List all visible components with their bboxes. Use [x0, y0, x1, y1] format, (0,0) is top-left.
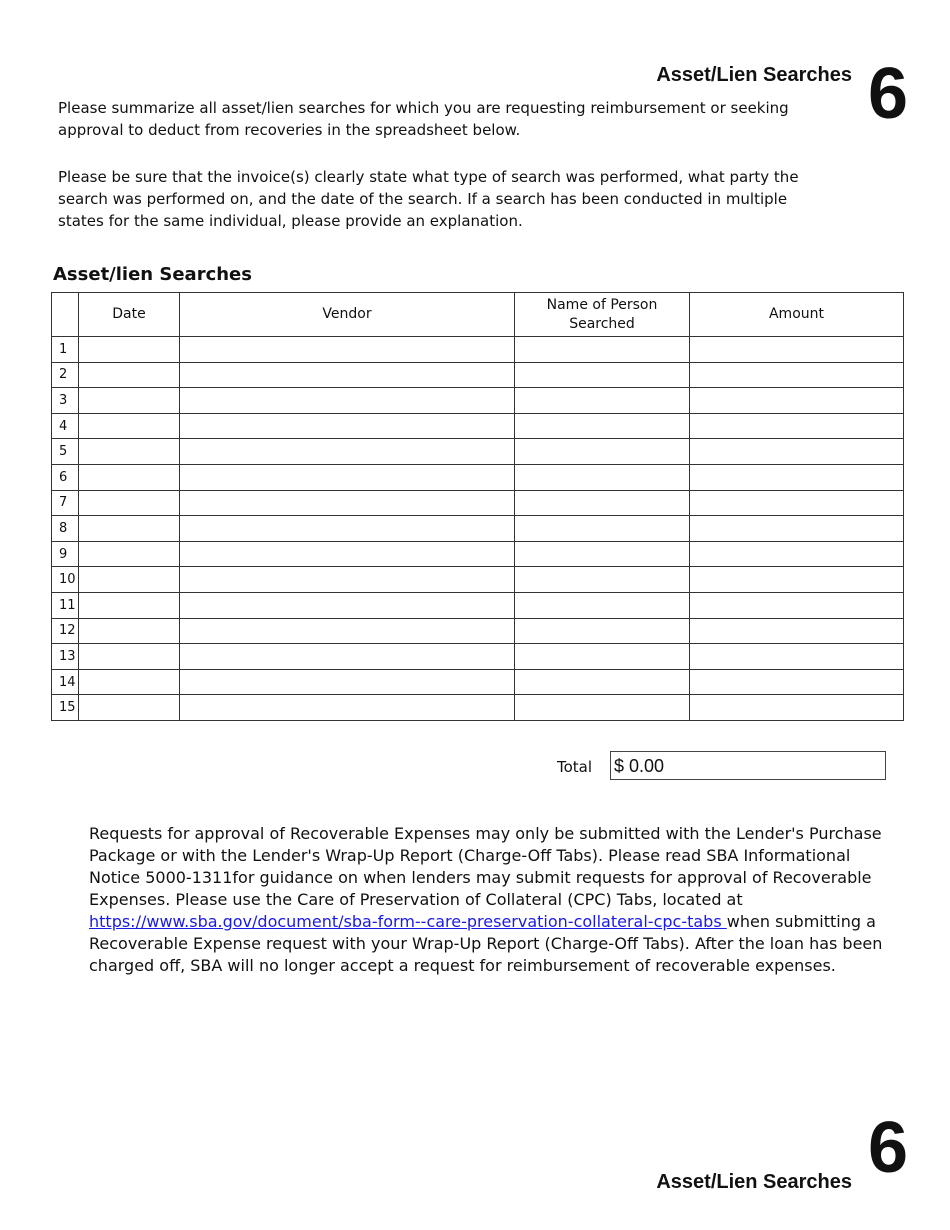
name-of-person-cell[interactable]	[515, 439, 690, 465]
date-cell[interactable]	[79, 464, 180, 490]
row-number: 1	[52, 337, 79, 363]
amount-cell[interactable]	[690, 362, 904, 388]
vendor-cell[interactable]	[180, 618, 515, 644]
amount-cell[interactable]	[690, 695, 904, 721]
row-number: 4	[52, 413, 79, 439]
total-field[interactable]: $ 0.00	[610, 751, 886, 780]
amount-cell[interactable]	[690, 490, 904, 516]
vendor-cell[interactable]	[180, 413, 515, 439]
vendor-cell[interactable]	[180, 337, 515, 363]
table-row	[52, 567, 904, 593]
row-number: 13	[52, 644, 79, 670]
vendor-cell[interactable]	[180, 567, 515, 593]
amount-cell[interactable]	[690, 388, 904, 414]
table-row	[52, 618, 904, 644]
table-row	[52, 413, 904, 439]
amount-cell[interactable]	[690, 541, 904, 567]
row-number: 9	[52, 541, 79, 567]
vendor-cell[interactable]	[180, 362, 515, 388]
date-cell[interactable]	[79, 362, 180, 388]
page-footer-title: Asset/Lien Searches	[656, 1171, 852, 1193]
name-of-person-cell[interactable]	[515, 464, 690, 490]
intro-paragraph-2: Please be sure that the invoice(s) clearly state what type of search was performed, what party the search was performed on, and the date of the search. If a search has been conducted in multiple states for the same individual, please provide an explanation.	[58, 168, 799, 230]
name-of-person-cell[interactable]	[515, 388, 690, 414]
table-row	[52, 337, 904, 363]
amount-cell[interactable]	[690, 516, 904, 542]
row-number: 15	[52, 695, 79, 721]
row-number: 11	[52, 592, 79, 618]
intro-paragraph-1: Please summarize all asset/lien searches for which you are requesting reimbursement or seeking approval to deduct from recoveries in the spreadsheet below.	[58, 99, 789, 139]
row-number: 2	[52, 362, 79, 388]
amount-cell[interactable]	[690, 439, 904, 465]
vendor-cell[interactable]	[180, 464, 515, 490]
row-number: 12	[52, 618, 79, 644]
name-of-person-cell[interactable]	[515, 337, 690, 363]
vendor-cell[interactable]	[180, 669, 515, 695]
date-cell[interactable]	[79, 439, 180, 465]
date-cell[interactable]	[79, 388, 180, 414]
date-cell[interactable]	[79, 644, 180, 670]
column-header-name-of-person-searched: Name of Person Searched	[515, 293, 690, 337]
table-row	[52, 490, 904, 516]
column-header-vendor: Vendor	[180, 293, 515, 337]
name-of-person-cell[interactable]	[515, 541, 690, 567]
table-row	[52, 362, 904, 388]
table-heading: Asset/lien Searches	[53, 264, 252, 285]
page-header-number: 6	[867, 54, 908, 134]
table-row	[52, 541, 904, 567]
amount-cell[interactable]	[690, 669, 904, 695]
vendor-cell[interactable]	[180, 388, 515, 414]
date-cell[interactable]	[79, 618, 180, 644]
date-cell[interactable]	[79, 541, 180, 567]
table-row	[52, 388, 904, 414]
cpc-tabs-link[interactable]: https://www.sba.gov/document/sba-form--care-preservation-collateral-cpc-tabs	[89, 912, 727, 931]
amount-cell[interactable]	[690, 337, 904, 363]
row-number: 6	[52, 464, 79, 490]
note-text-after-link: when submitting a Recoverable Expense request with your Wrap-Up Report (Charge-Off Tabs). After the loan has been charged off, SBA will no longer accept a request for reimbursement of recoverable expenses.	[89, 912, 883, 975]
vendor-cell[interactable]	[180, 516, 515, 542]
table-row	[52, 464, 904, 490]
date-cell[interactable]	[79, 695, 180, 721]
vendor-cell[interactable]	[180, 644, 515, 670]
name-of-person-cell[interactable]	[515, 618, 690, 644]
date-cell[interactable]	[79, 337, 180, 363]
name-of-person-cell[interactable]	[515, 516, 690, 542]
vendor-cell[interactable]	[180, 439, 515, 465]
amount-cell[interactable]	[690, 567, 904, 593]
table-row	[52, 439, 904, 465]
table-header-row	[52, 293, 904, 337]
page-header-title: Asset/Lien Searches	[656, 64, 852, 86]
name-of-person-cell[interactable]	[515, 413, 690, 439]
table-row	[52, 592, 904, 618]
row-number: 8	[52, 516, 79, 542]
amount-cell[interactable]	[690, 644, 904, 670]
asset-lien-table	[51, 292, 904, 721]
vendor-cell[interactable]	[180, 695, 515, 721]
vendor-cell[interactable]	[180, 592, 515, 618]
page-footer-number: 6	[867, 1108, 908, 1188]
row-number: 10	[52, 567, 79, 593]
amount-cell[interactable]	[690, 464, 904, 490]
recoverable-expenses-note	[89, 823, 889, 977]
table-row	[52, 669, 904, 695]
name-of-person-cell[interactable]	[515, 644, 690, 670]
table-row	[52, 644, 904, 670]
name-of-person-cell[interactable]	[515, 362, 690, 388]
date-cell[interactable]	[79, 567, 180, 593]
row-number: 7	[52, 490, 79, 516]
column-header-number	[52, 293, 79, 337]
name-of-person-cell[interactable]	[515, 592, 690, 618]
table-row	[52, 516, 904, 542]
amount-cell[interactable]	[690, 618, 904, 644]
name-of-person-cell[interactable]	[515, 490, 690, 516]
row-number: 5	[52, 439, 79, 465]
date-cell[interactable]	[79, 490, 180, 516]
total-label: Total	[557, 758, 593, 776]
date-cell[interactable]	[79, 516, 180, 542]
vendor-cell[interactable]	[180, 490, 515, 516]
date-cell[interactable]	[79, 669, 180, 695]
name-of-person-cell[interactable]	[515, 695, 690, 721]
row-number: 3	[52, 388, 79, 414]
row-number: 14	[52, 669, 79, 695]
table-row	[52, 695, 904, 721]
date-cell[interactable]	[79, 413, 180, 439]
amount-cell[interactable]	[690, 413, 904, 439]
name-of-person-cell[interactable]	[515, 567, 690, 593]
amount-cell[interactable]	[690, 592, 904, 618]
column-header-date: Date	[79, 293, 180, 337]
date-cell[interactable]	[79, 592, 180, 618]
name-of-person-cell[interactable]	[515, 669, 690, 695]
column-header-amount: Amount	[690, 293, 904, 337]
vendor-cell[interactable]	[180, 541, 515, 567]
note-text-before-link: Requests for approval of Recoverable Expenses may only be submitted with the Lender's Purchase Package or with the Lender's Wrap-Up Report (Charge-Off Tabs). Please read SBA Informational Notice 5000-1311for guidance on when lenders may submit requests for approval of Recoverable Expenses. Please use the Care of Preservation of Collateral (CPC) Tabs, located at	[89, 824, 882, 909]
